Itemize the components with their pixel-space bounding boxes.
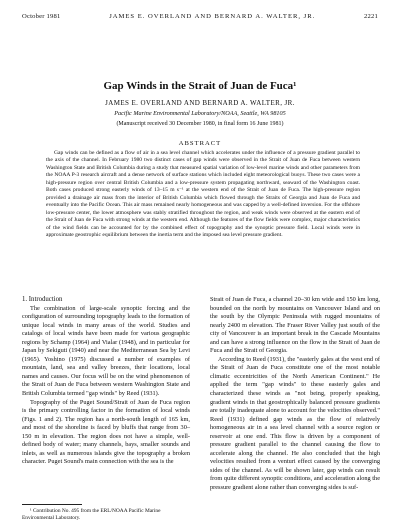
right-column: [210, 296, 380, 493]
paragraph: Topography of the Puget Sound/Strait of Juan de Fuca region is the primary controlling factor in the formation of local winds (Figs. 1 and 2). The region has a north-south length of 165 km, and most of the shoreline is faced by bluffs that range from 30–150 m in elevation. The region does not have a simple, well-defined body of water; many channels, bays, smaller sounds and inlets, as well as numerous islands give the topography a broken character. Puget Sound's main connection with the sea is the: [22, 398, 190, 466]
footnote: ¹ Contribution No. 495 from the ERL/NOAA Pacific Marine Environmental Laboratory.: [22, 508, 161, 521]
abstract-heading: ABSTRACT: [178, 140, 222, 147]
paragraph: Strait of Juan de Fuca, a channel 20–30 km wide and 150 km long, bounded on the north by mountains on Vancouver Island and on the south by the Olympic Peninsula with rugged mountains of nearly 2400 m elevation. The Fraser River Valley just south of the city of Vancouver is an important break in the Cascade Mountains and can have a strong influence on the flow in the Strait of Juan de Fuca and the Strait of Georgia.: [210, 296, 380, 355]
running-head: [22, 13, 378, 20]
abstract-text: Gap winds can be defined as a flow of air in a sea level channel which accelerates under the influence of a pressure gradient parallel to the axis of the channel. In February 1980 two distinct cases of gap winds were observed in the Strait of Juan de Fuca between western Washington State and British Columbia during a study that measured spatial variation of low-level marine winds and other parameters from the NOAA P-3 research aircraft and a dense network of surface stations which included eight meteorological buoys. These two cases were a high-pressure region over central British Columbia and a low-pressure system propagating northward, seaward of the Washington coast. Both cases produced strong easterly winds of 13–15 m s⁻¹ at the western end of the Strait of Juan de Fuca. The high-pressure region provided a drainage air mass from the interior of British Columbia which flowed through the Straits of Georgia and Juan de Fuca and eventually into the Pacific Ocean. This air mass remained nearly homogeneous and was capped by a well-defined inversion. For the offshore low-pressure center, the lower atmosphere was stably stratified throughout the region, and weak winds were observed at the eastern end of the Strait of Juan de Fuca with strong winds at the western end. Although the features of the flow fields were complex, major characteristics of the wind fields can be accounted for by the combined effect of topography and the synoptic pressure field. Local winds were in approximate geostrophic equilibrium between the inertia term and the imposed sea level pressure gradient.: [46, 150, 360, 238]
paragraph: According to Reed (1931), the "easterly gales at the west end of the Strait of Juan de Fuca constitute one of the most notable climatic eccentricities of the North American Continent." He applied the term "gap winds" to these easterly gales and characterized these winds as "not being, properly speaking, gradient winds in that geostrophically balanced pressure gradients are totally inadequate alone to account for the velocities observed." Reed (1931) defined gap winds as the flow of relatively homogeneous air in a sea level channel with a source region or reservoir at one end. This flow is driven by a component of pressure gradient parallel to the channel causing the flow to accelerate along the channel. He also concluded that the high velocities resulted from a venturi effect caused by the converging sides of the channel. As will be shown later, gap winds can result from quite different synoptic conditions, and acceleration along the pressure gradient alone rather than converging sides is suf-: [210, 355, 380, 492]
manuscript-dates: (Manuscript received 30 December 1980, in final form 16 June 1981): [116, 121, 284, 127]
left-column: [22, 296, 190, 467]
section-heading: 1. Introduction: [22, 296, 63, 303]
running-head-date: October 1981: [22, 13, 61, 20]
article-authors: JAMES E. OVERLAND AND BERNARD A. WALTER, JR.: [105, 99, 295, 107]
running-head-authors: JAMES E. OVERLAND AND BERNARD A. WALTER, JR.: [109, 13, 316, 20]
article-title: Gap Winds in the Strait of Juan de Fuca¹: [103, 80, 297, 92]
author-affiliation: Pacific Marine Environmental Laboratory/NOAA, Seattle, WA 98105: [114, 110, 286, 117]
footnote-divider: [22, 504, 82, 505]
paragraph: The combination of large-scale synoptic forcing and the configuration of surrounding topography leads to the formation of unique local winds in many areas of the world. Studies and catalogs of local winds have been made for various geographic regions by Schamp (1964) and Vialar (1948), and in particular for Japan by Sekiguti (1940) and near the Mediterranean Sea by Levi (1965). Yoshino (1975) discussed a number of examples of mountain, land, sea and valley breezes, their locations, local names and causes. Our focus will be on the wind phenomenon of the Strait of Juan de Fuca between western Washington State and British Columbia termed "gap winds" by Reed (1931).: [22, 304, 190, 398]
page-number: 2221: [364, 13, 378, 20]
